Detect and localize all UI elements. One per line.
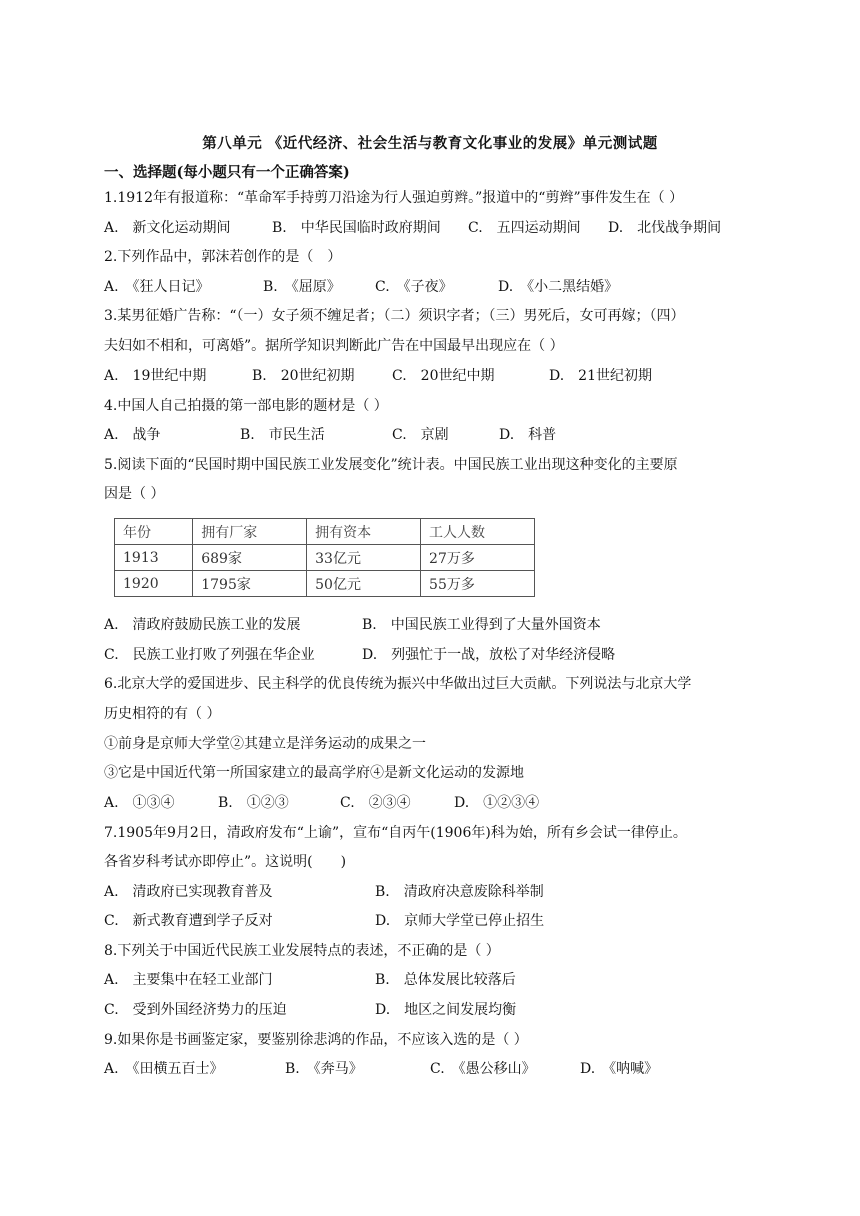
question-6-stem-line-4: ③它是中国近代第一所国家建立的最高学府④是新文化运动的发源地: [104, 765, 524, 781]
table-cell: 1795家: [193, 571, 307, 597]
question-5-option-a: A. 清政府鼓励民族工业的发展: [104, 617, 301, 633]
document-title: 第八单元 《近代经济、社会生活与教育文化事业的发展》单元测试题: [202, 135, 658, 152]
question-4-option-d: D. 科普: [499, 427, 557, 443]
question-5-option-d: D. 列强忙于一战，放松了对华经济侵略: [362, 647, 616, 663]
question-4-stem: 4.中国人自己拍摄的第一部电影的题材是（ ）: [104, 398, 388, 414]
table-header-row: [115, 519, 535, 545]
question-1-option-a: A. 新文化运动期间: [104, 220, 231, 236]
question-1-option-b: B. 中华民国临时政府期间: [272, 220, 441, 236]
question-9-option-b: B. 《奔马》: [285, 1061, 363, 1077]
question-3-stem-line-1: 3.某男征婚广告称：“（一）女子须不缠足者；（二）须识字者；（三）男死后，女可再嫁；（四）: [104, 308, 685, 324]
question-3-option-d: D. 21世纪初期: [549, 368, 652, 384]
table-row: [115, 571, 535, 597]
question-4-option-b: B. 市民生活: [240, 427, 325, 443]
table-cell: 689家: [193, 545, 307, 571]
question-2-stem: 2.下列作品中，郭沫若创作的是（ ）: [104, 249, 342, 265]
industry-statistics-table: [114, 518, 535, 597]
question-3-option-b: B. 20世纪初期: [252, 368, 355, 384]
question-7-option-c: C. 新式教育遭到学子反对: [104, 913, 273, 929]
table-cell: 50亿元: [307, 571, 421, 597]
table-header-cell: 年份: [115, 519, 193, 545]
question-2-option-a: A. 《狂人日记》: [104, 279, 210, 295]
question-5-option-b: B. 中国民族工业得到了大量外国资本: [362, 617, 601, 633]
question-9-option-a: A. 《田横五百士》: [104, 1061, 224, 1077]
question-5-option-c: C. 民族工业打败了列强在华企业: [104, 647, 315, 663]
question-6-option-c: C. ②③④: [340, 795, 411, 811]
question-9-option-d: D. 《呐喊》: [580, 1061, 659, 1077]
question-4-option-a: A. 战争: [104, 427, 161, 443]
question-6-option-d: D. ①②③④: [454, 795, 540, 811]
question-7-option-b: B. 清政府决意废除科举制: [375, 884, 544, 900]
question-2-option-c: C. 《子夜》: [375, 279, 453, 295]
question-5-stem-line-1: 5.阅读下面的“民国时期中国民族工业发展变化”统计表。中国民族工业出现这种变化的主要原: [104, 457, 678, 473]
question-1-option-d: D. 北伐战争期间: [608, 220, 722, 236]
question-7-stem-line-1: 7.1905年9月2日，清政府发布“上谕”，宣布“自丙午(1906年)科为始，所有乡会试一律停止。: [104, 825, 687, 841]
question-8-option-d: D. 地区之间发展均衡: [375, 1002, 517, 1018]
question-3-stem-line-2: 夫妇如不相和，可离婚”。据所学知识判断此广告在中国最早出现应在（ ）: [104, 338, 564, 354]
table-cell: 55万多: [421, 571, 535, 597]
table-cell: 1913: [115, 545, 193, 571]
question-2-option-b: B. 《屈原》: [263, 279, 341, 295]
question-5-stem-line-2: 因是（ ）: [104, 486, 165, 502]
question-9-option-c: C. 《愚公移山》: [430, 1061, 536, 1077]
question-8-stem: 8.下列关于中国近代民族工业发展特点的表述，不正确的是（ ）: [104, 943, 500, 959]
question-6-stem-line-1: 6.北京大学的爱国进步、民主科学的优良传统为振兴中华做出过巨大贡献。下列说法与北京大学: [104, 676, 692, 692]
question-6-option-b: B. ①②③: [218, 795, 289, 811]
table-header-cell: 拥有厂家: [193, 519, 307, 545]
question-4-option-c: C. 京剧: [392, 427, 449, 443]
question-6-stem-line-3: ①前身是京师大学堂②其建立是洋务运动的成果之一: [104, 736, 426, 752]
table-cell: 27万多: [421, 545, 535, 571]
table-header-cell: 工人人数: [421, 519, 535, 545]
table-cell: 1920: [115, 571, 193, 597]
table-cell: 33亿元: [307, 545, 421, 571]
question-1-option-c: C. 五四运动期间: [468, 220, 581, 236]
question-3-option-a: A. 19世纪中期: [104, 368, 207, 384]
question-1-stem: 1.1912年有报道称：“革命军手持剪刀沿途为行人强迫剪辫。”报道中的“剪辫”事件发生在（ ）: [104, 190, 684, 206]
question-8-option-c: C. 受到外国经济势力的压迫: [104, 1002, 287, 1018]
question-6-stem-line-2: 历史相符的有（ ）: [104, 706, 221, 722]
question-6-option-a: A. ①③④: [104, 795, 175, 811]
question-8-option-a: A. 主要集中在轻工业部门: [104, 972, 273, 988]
question-7-stem-line-2: 各省岁科考试亦即停止”。这说明( ): [104, 854, 347, 870]
question-7-option-d: D. 京师大学堂已停止招生: [375, 913, 545, 929]
question-2-option-d: D. 《小二黑结婚》: [498, 279, 619, 295]
question-8-option-b: B. 总体发展比较落后: [375, 972, 516, 988]
question-7-option-a: A. 清政府已实现教育普及: [104, 884, 273, 900]
question-3-option-c: C. 20世纪中期: [392, 368, 495, 384]
table-header-cell: 拥有资本: [307, 519, 421, 545]
question-9-stem: 9.如果你是书画鉴定家，要鉴别徐悲鸿的作品，不应该入选的是（ ）: [104, 1032, 528, 1048]
table-row: [115, 545, 535, 571]
section-heading: 一、选择题(每小题只有一个正确答案): [104, 164, 350, 181]
